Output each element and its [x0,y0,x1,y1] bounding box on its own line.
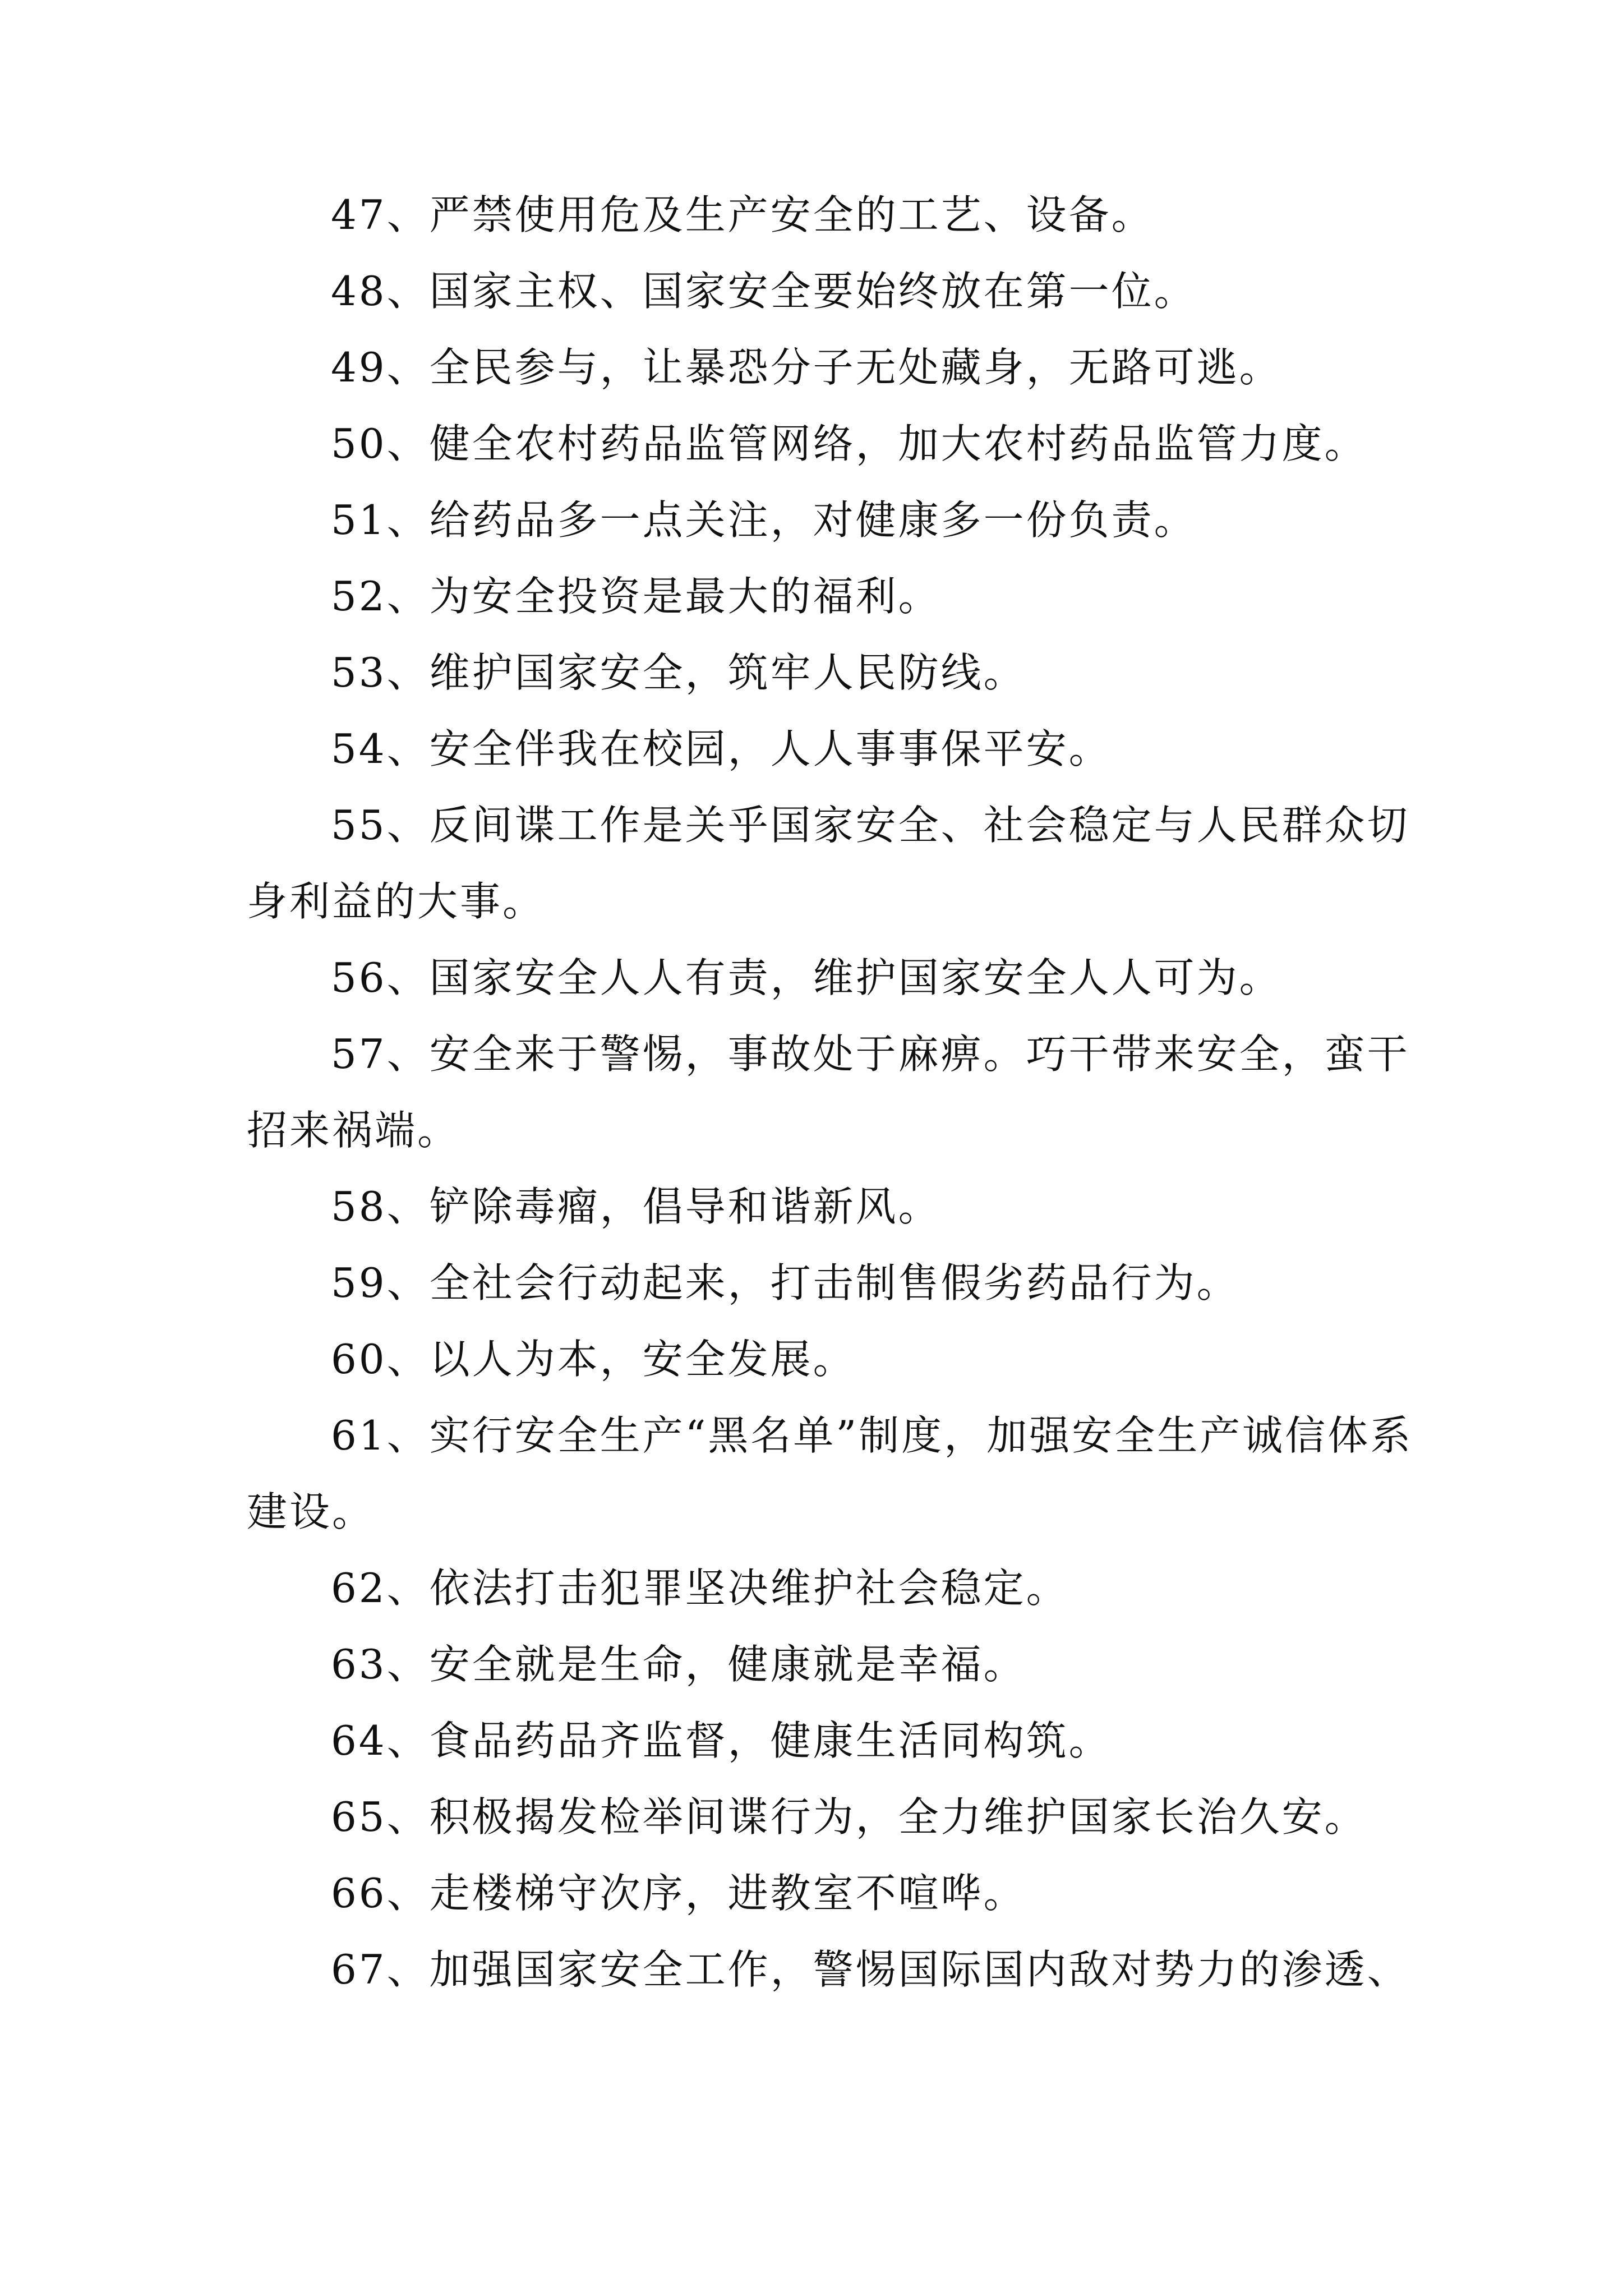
slogan-list [247,177,1413,2008]
slogan-item: 56、国家安全人人有责，维护国家安全人人可为。 [331,954,1282,1001]
slogan-item: 65、积极揭发检举间谍行为，全力维护国家长治久安。 [331,1793,1367,1841]
slogan-item: 60、以人为本，安全发展。 [331,1336,856,1383]
slogan-item: 64、食品药品齐监督，健康生活同构筑。 [331,1717,1112,1764]
slogan-item: 48、国家主权、国家安全要始终放在第一位。 [331,268,1197,315]
slogan-item: 62、依法打击犯罪坚决维护社会稳定。 [331,1565,1069,1612]
slogan-item: 63、安全就是生命，健康就是幸福。 [331,1641,1026,1688]
slogan-item: 57、安全来于警惕，事故处于麻痹。巧干带来安全，蛮干招来祸端。 [247,1030,1410,1154]
slogan-item: 58、铲除毒瘤，倡导和谐新风。 [331,1183,941,1230]
slogan-item: 55、反间谍工作是关乎国家安全、社会稳定与人民群众切身利益的大事。 [247,802,1410,925]
slogan-item: 67、加强国家安全工作，警惕国际国内敌对势力的渗透、 [331,1946,1410,1993]
slogan-item: 49、全民参与，让暴恐分子无处藏身，无路可逃。 [331,344,1282,391]
slogan-item: 61、实行安全生产“黑名单”制度，加强安全生产诚信体系建设。 [247,1412,1413,1535]
slogan-item: 54、安全伴我在校园，人人事事保平安。 [331,725,1112,772]
slogan-item: 51、给药品多一点关注，对健康多一份负责。 [331,496,1197,544]
slogan-item: 53、维护国家安全，筑牢人民防线。 [331,649,1026,696]
slogan-item: 47、严禁使用危及生产安全的工艺、设备。 [331,191,1154,238]
slogan-item: 52、为安全投资是最大的福利。 [331,573,941,620]
slogan-item: 59、全社会行动起来，打击制售假劣药品行为。 [331,1259,1239,1306]
slogan-item: 50、健全农村药品监管网络，加大农村药品监管力度。 [331,420,1367,467]
slogan-item: 66、走楼梯守次序，进教室不喧哗。 [331,1870,1026,1917]
